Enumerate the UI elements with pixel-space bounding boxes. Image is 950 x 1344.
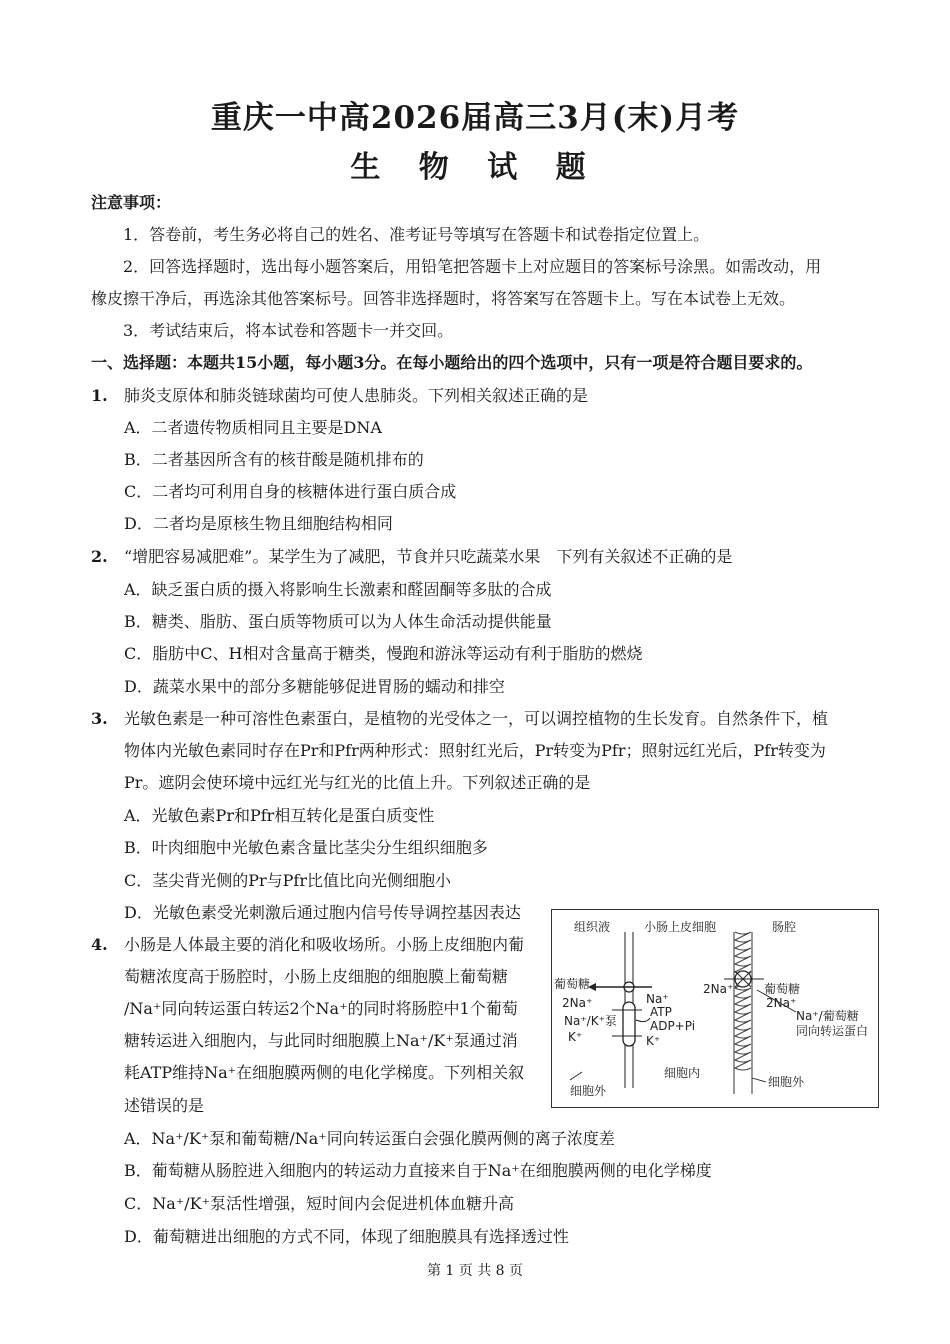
label-2na-mid: 2Na⁺ (703, 982, 734, 996)
q4-stem-line6: 述错误的是 (124, 1096, 205, 1115)
q4-stem-line2: 萄糖浓度高于肠腔时，小肠上皮细胞的细胞膜上葡萄糖 (124, 967, 509, 986)
label-symporter-2: 同向转运蛋白 (796, 1024, 869, 1038)
q2-stem: “增肥容易减肥难”。某学生为了减肥，节食并只吃蔬菜水果 下列有关叙述不正确的是 (124, 547, 733, 566)
microvilli-membrane (734, 932, 752, 1094)
q4-option-b: B．葡萄糖从肠腔进入细胞内的转运动力直接来自于Na⁺在细胞膜两侧的电化学梯度 (124, 1161, 712, 1180)
label-inside: 细胞内 (664, 1066, 701, 1080)
label-na-k-pump: Na⁺/K⁺泵 (564, 1014, 617, 1028)
exam-title: 重庆一中高2026届高三3月(末)月考 (210, 100, 740, 136)
q4-stem-line3: /Na⁺同向转运蛋白转运2个Na⁺的同时将肠腔中1个葡萄 (124, 999, 518, 1018)
label-2na-left: 2Na⁺ (562, 996, 593, 1010)
label-atp: ATP (650, 1005, 672, 1019)
label-2na-right: 2Na⁺ (766, 996, 797, 1010)
q1-option-c: C．二者均可利用自身的核糖体进行蛋白质合成 (124, 482, 457, 501)
notice-item-2a: 2．回答选择题时，选出每小题答案后，用铅笔把答题卡上对应题目的答案标号涂黑。如需改动，用 (123, 257, 822, 276)
q1-option-b: B．二者基因所含有的核苷酸是随机排布的 (124, 450, 424, 469)
na-k-pump (623, 1002, 635, 1046)
q3-stem-line2: 物体内光敏色素同时存在Pr和Pfr两种形式：照射红光后，Pr转变为Pfr；照射远红光后，Pfr转变为 (124, 741, 826, 760)
label-glucose-right: 葡萄糖 (764, 982, 801, 996)
label-symporter-1: Na⁺/葡萄糖 (796, 1009, 859, 1023)
q3-option-a: A．光敏色素Pr和Pfr相互转化是蛋白质变性 (124, 806, 435, 825)
q1-number: 1. (91, 386, 108, 405)
q4-stem-line4: 糖转运进入细胞内，与此同时细胞膜上Na⁺/K⁺泵通过消 (124, 1031, 518, 1050)
q2-option-c: C．脂肪中C、H相对含量高于糖类，慢跑和游泳等运动有利于脂肪的燃烧 (124, 644, 643, 663)
transport-diagram (551, 909, 879, 1108)
q3-option-d: D．光敏色素受光刺激后通过胞内信号传导调控基因表达 (124, 903, 521, 922)
q2-number: 2. (91, 547, 108, 566)
q2-option-d: D．蔬菜水果中的部分多糖能够促进胃肠的蠕动和排空 (124, 677, 505, 696)
outside-pointer (752, 1078, 766, 1082)
notice-item-3: 3．考试结束后，将本试卷和答题卡一并交回。 (123, 321, 454, 340)
q3-number: 3. (91, 709, 108, 728)
q3-stem-line1: 光敏色素是一种可溶性色素蛋白，是植物的光受体之一，可以调控植物的生长发育。自然条件下，植 (124, 709, 829, 728)
label-na-in: Na⁺ (646, 992, 669, 1006)
q1-option-a: A．二者遗传物质相同且主要是DNA (124, 418, 382, 437)
label-tissue-fluid: 组织液 (574, 920, 611, 934)
notice-item-2b: 橡皮擦干净后，再选涂其他答案标号。回答非选择题时，将答案写在答题卡上。写在本试卷上无效。 (91, 289, 796, 308)
atp-hydrolysis-curve (636, 1018, 650, 1022)
outside-left-pointer (570, 1072, 582, 1080)
label-outside-left: 细胞外 (570, 1084, 607, 1098)
label-adp: ADP+Pi (650, 1019, 696, 1033)
label-k-left: K⁺ (568, 1030, 583, 1044)
label-epithelial-cell: 小肠上皮细胞 (644, 920, 717, 934)
page-footer: 第 1 页 共 8 页 (426, 1263, 524, 1279)
q3-option-c: C．茎尖背光侧的Pr与Pfr比值比向光侧细胞小 (124, 871, 451, 890)
q4-stem-line5: 耗ATP维持Na⁺在细胞膜两侧的电化学梯度。下列相关叙 (124, 1063, 525, 1082)
q3-stem-line3: Pr。遮阴会使环境中远红光与红光的比值上升。下列叙述正确的是 (124, 773, 591, 792)
label-lumen: 肠腔 (772, 920, 797, 934)
q4-number: 4. (91, 935, 108, 954)
q4-option-d: D．葡萄糖进出细胞的方式不同，体现了细胞膜具有选择透过性 (124, 1227, 569, 1246)
notice-item-1: 1．答卷前，考生务必将自己的姓名、准考证号等填写在答题卡和试卷指定位置上。 (123, 225, 710, 244)
q1-option-d: D．二者均是原核生物且细胞结构相同 (124, 514, 393, 533)
notice-heading: 注意事项： (91, 193, 172, 212)
label-glucose-left: 葡萄糖 (554, 977, 591, 991)
label-k-in: K⁺ (646, 1034, 661, 1048)
q2-option-a: A．缺乏蛋白质的摄入将影响生长激素和醛固酮等多肽的合成 (124, 580, 552, 599)
section-heading: 一、选择题：本题共15小题，每小题3分。在每小题给出的四个选项中，只有一项是符合题目要求的。 (91, 353, 813, 372)
q1-stem: 肺炎支原体和肺炎链球菌均可使人患肺炎。下列相关叙述正确的是 (124, 386, 589, 405)
q4-option-c: C．Na⁺/K⁺泵活性增强，短时间内会促进机体血糖升高 (124, 1194, 515, 1213)
subject-title: 生 物 试 题 (350, 150, 600, 185)
label-outside-right: 细胞外 (768, 1075, 805, 1089)
q3-option-b: B．叶肉细胞中光敏色素含量比茎尖分生组织细胞多 (124, 838, 488, 857)
q2-option-b: B．糖类、脂肪、蛋白质等物质可以为人体生命活动提供能量 (124, 612, 552, 631)
q4-stem-line1: 小肠是人体最主要的消化和吸收场所。小肠上皮细胞内葡 (124, 935, 525, 954)
q4-option-a: A．Na⁺/K⁺泵和葡萄糖/Na⁺同向转运蛋白会强化膜两侧的离子浓度差 (124, 1129, 615, 1148)
